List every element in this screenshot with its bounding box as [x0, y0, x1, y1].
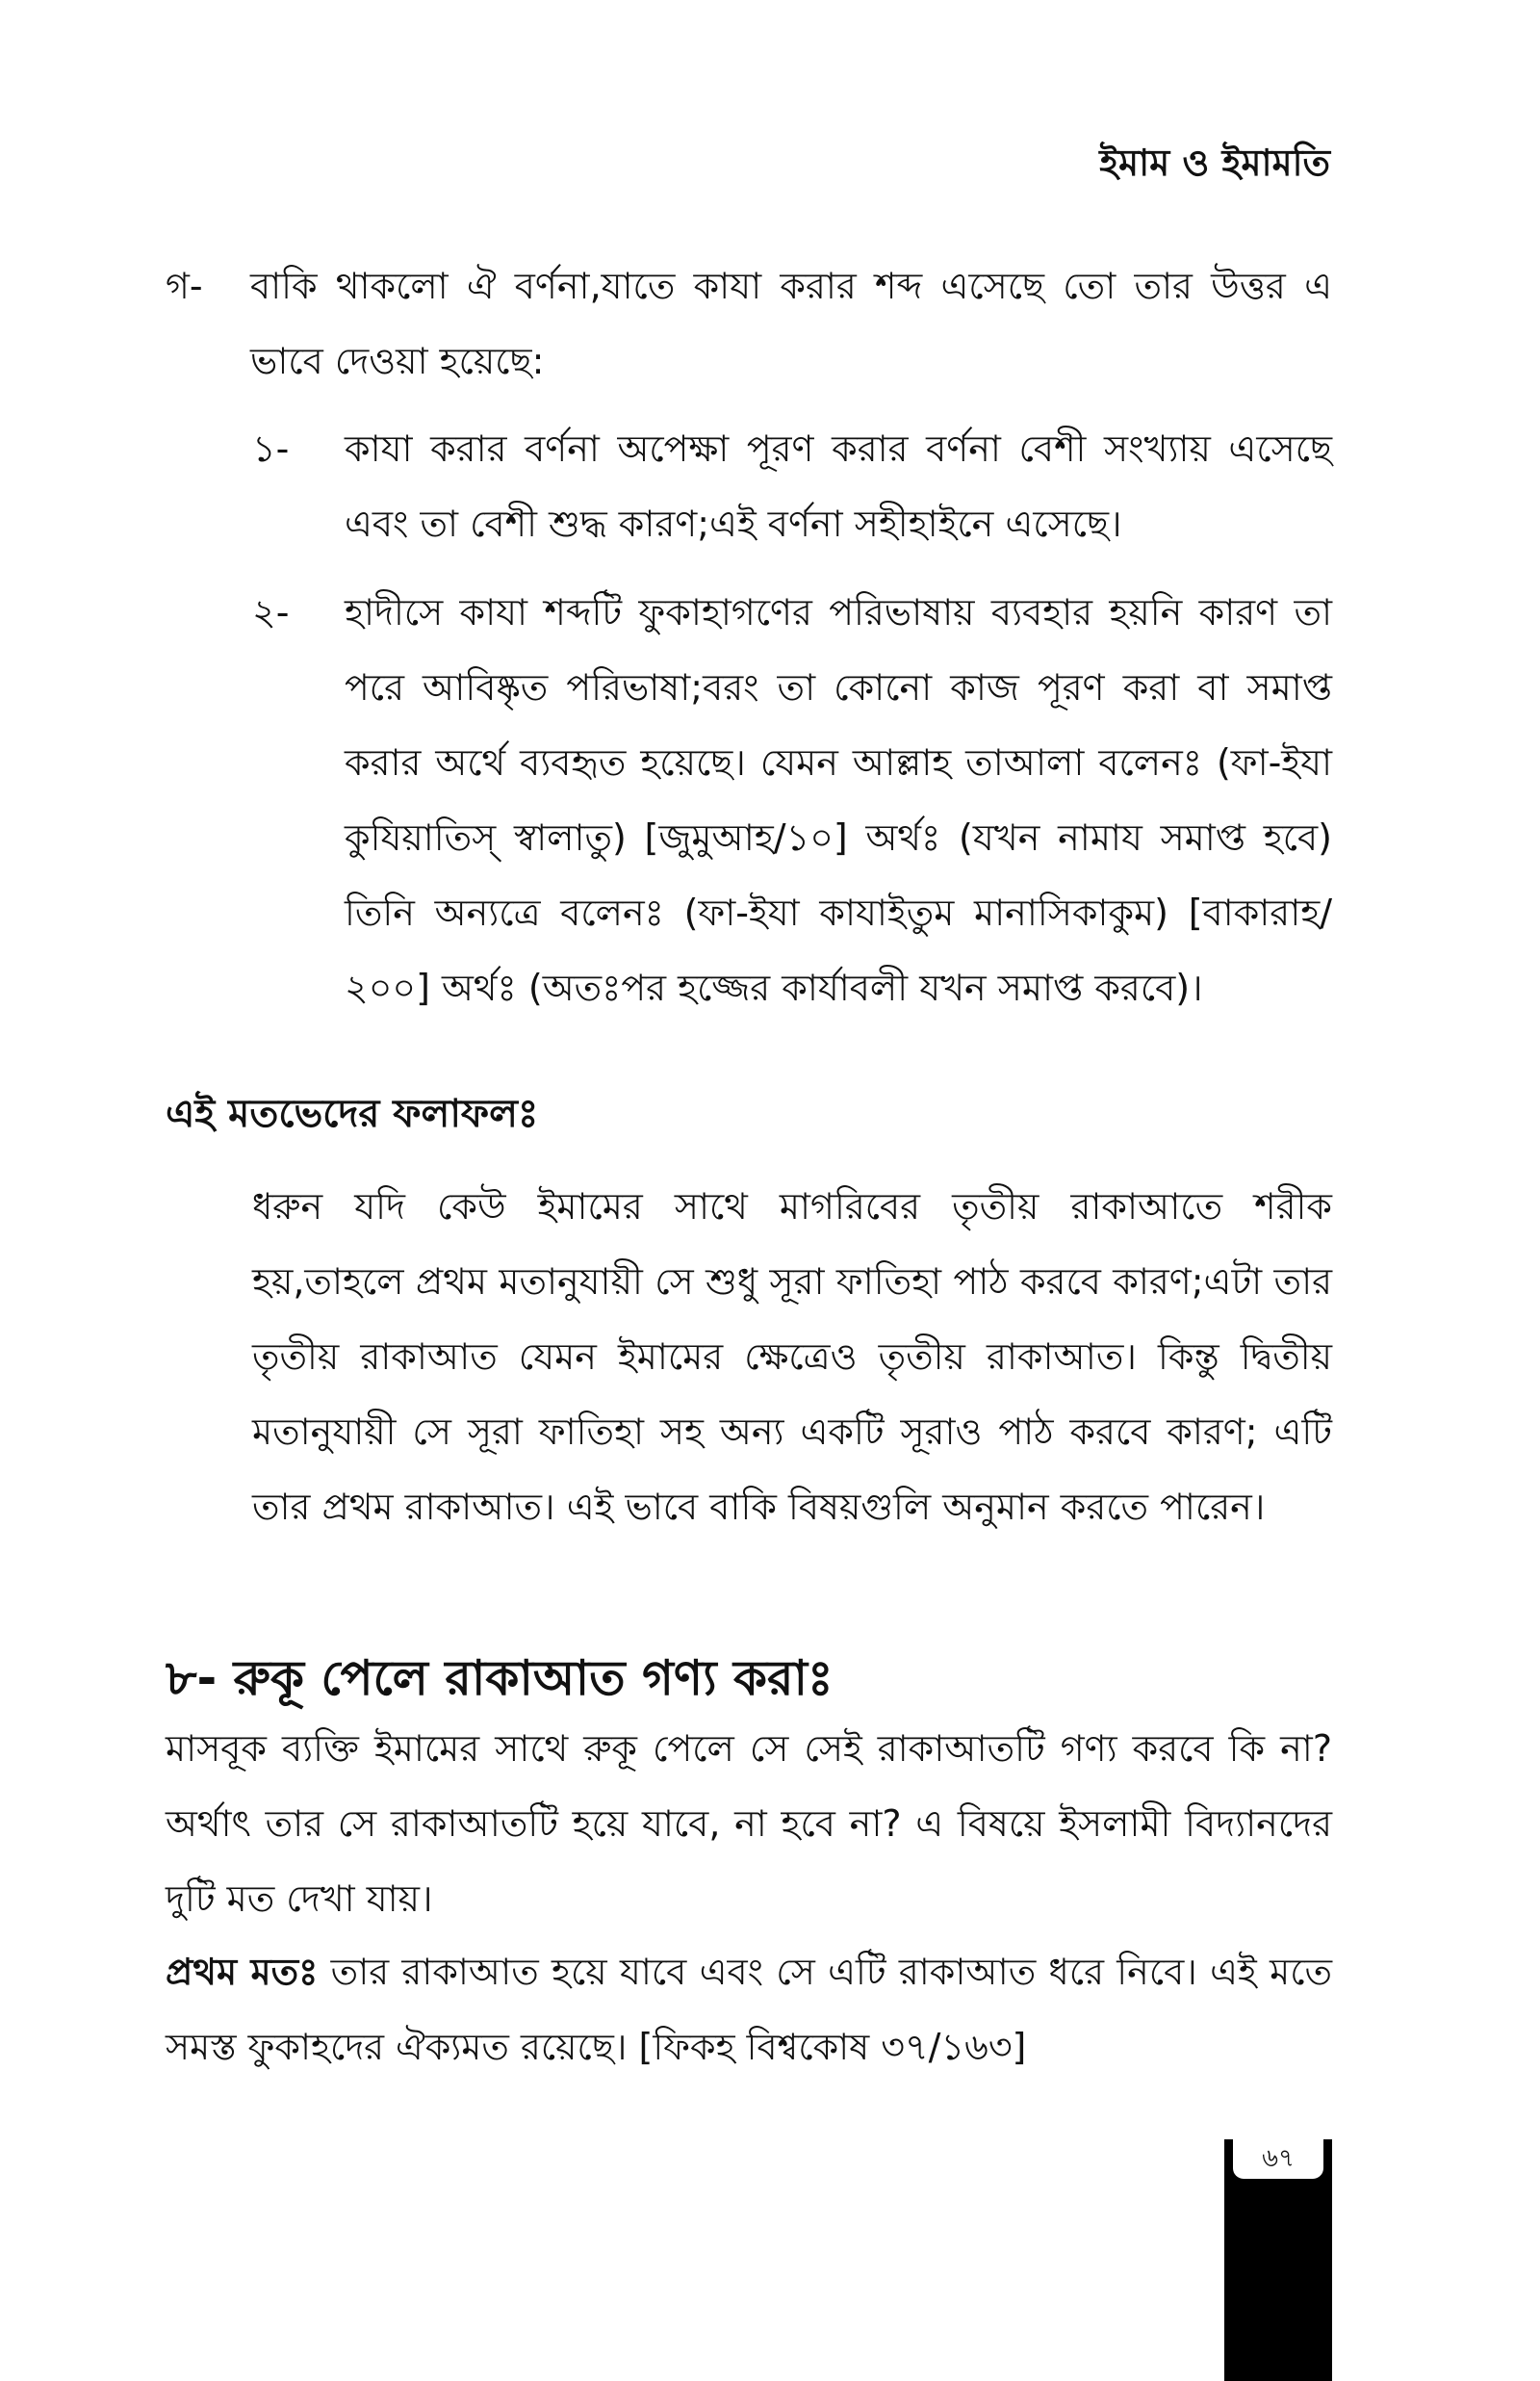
first-opinion-text: তার রাকাআত হয়ে যাবে এবং সে এটি রাকাআত ধরে নিবে। এই মতে সমস্ত ফুকাহদের ঐক্যমত রয়েছে। [ফিকহ বিশ্বকোষ ৩৭/১৬৩] — [166, 1951, 1332, 2068]
page-number: ৬৭ — [1230, 2139, 1326, 2182]
first-opinion-label: প্রথম মতঃ — [166, 1951, 319, 1993]
sub-item-2 — [252, 575, 1332, 1025]
list-marker: গ- — [166, 265, 203, 307]
running-head: ইমাম ও ইমামতি — [1099, 142, 1330, 184]
page-thumb-tab — [1224, 2139, 1332, 2381]
list-marker: ১- — [252, 427, 290, 470]
list-item-text: কাযা করার বর্ণনা অপেক্ষা পূরণ করার বর্ণনা বেশী সংখ্যায় এসেছে এবং তা বেশী শুদ্ধ কারণ;এই বর্ণনা সহীহাইনে এসেছে। — [345, 427, 1332, 545]
list-marker: ২- — [252, 591, 290, 634]
section-8-intro: মাসবূক ব্যক্তি ইমামের সাথে রুকূ পেলে সে সেই রাকাআতটি গণ্য করবে কি না?অর্থাৎ তার সে রাকাআতটি হয়ে যাবে, না হবে না? এ বিষয়ে ইসলামী বিদ্যানদের দুটি মত দেখা যায়। — [166, 1727, 1332, 1920]
section-8-title: ৮- রুকূ পেলে রাকাআত গণ্য করাঃ — [166, 1650, 834, 1706]
result-heading: এই মতভেদের ফলাফলঃ — [166, 1092, 539, 1136]
result-paragraph: ধরুন যদি কেউ ইমামের সাথে মাগরিবের তৃতীয় রাকাআতে শরীক হয়,তাহলে প্রথম মতানুযায়ী সে শুধু সূরা ফাতিহা পাঠ করবে কারণ;এটা তার তৃতীয় রাকাআত যেমন ইমামের ক্ষেত্রেও তৃতীয় রাকাআত। কিন্তু দ্বিতীয় মতানুযায়ী সে সূরা ফাতিহা সহ অন্য একটি সূরাও পাঠ করবে কারণ; এটি তার প্রথম রাকাআত। এই ভাবে বাকি বিষয়গুলি অনুমান করতে পারেন। — [252, 1185, 1332, 1528]
list-item-text: হাদীসে কাযা শব্দটি ফুকাহাগণের পরিভাষায় ব্যবহার হয়নি কারণ তা পরে আবিষ্কৃত পরিভাষা;বরং তা কোনো কাজ পূরণ করা বা সমাপ্ত করার অর্থে ব্যবহৃত হয়েছে। যেমন আল্লাহ তাআলা বলেনঃ (ফা-ইযা কুযিয়াতিস্ স্বালাতু) [জুমুআহ/১০] অর্থঃ (যখন নামায সমাপ্ত হবে) তিনি অন্যত্রে বলেনঃ (ফা-ইযা কাযাইতুম মানাসিকাকুম) [বাকারাহ/২০০] অর্থঃ (অতঃপর হজ্জের কার্যাবলী যখন সমাপ্ত করবে)। — [345, 591, 1332, 1009]
sub-item-1 — [252, 411, 1332, 561]
list-item-g — [166, 248, 1332, 399]
list-item-text: বাকি থাকলো ঐ বর্ণনা,যাতে কাযা করার শব্দ এসেছে তো তার উত্তর এ ভাবে দেওয়া হয়েছে: — [250, 265, 1332, 382]
first-opinion-paragraph — [166, 1934, 1332, 2084]
